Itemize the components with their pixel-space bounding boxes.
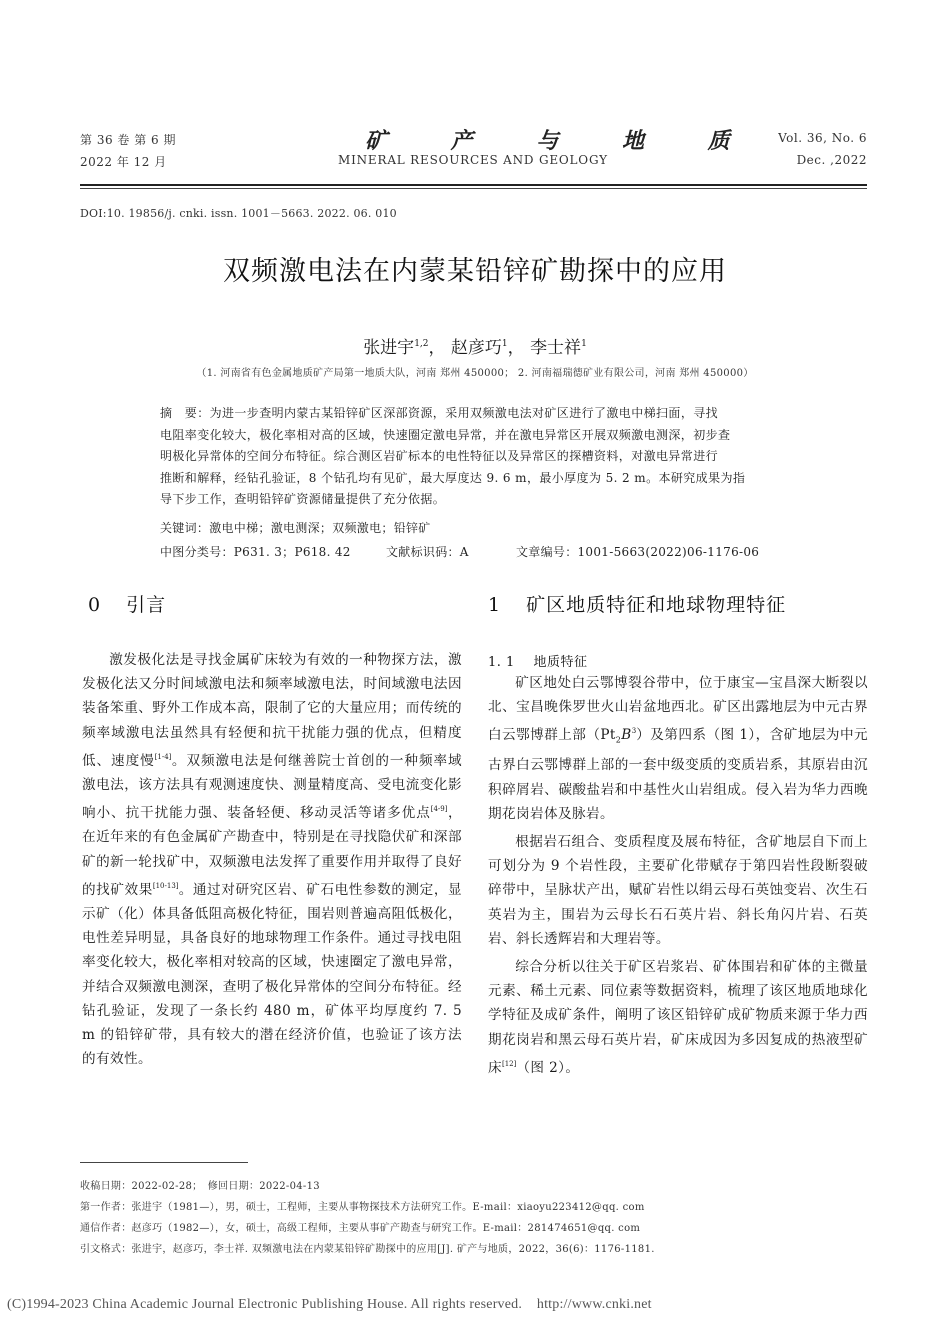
intro-column bbox=[82, 648, 462, 1071]
header-rule-thin bbox=[80, 188, 867, 189]
abstract-line: 导下步工作，查明铅锌矿资源储量提供了充分依据。 bbox=[160, 492, 446, 506]
issue-date-cn: 2022 年 12 月 bbox=[80, 155, 167, 169]
citation[interactable]: [4-9] bbox=[430, 805, 448, 814]
doi[interactable]: DOI:10. 19856/j. cnki. issn. 1001－5663. 2022. 06. 010 bbox=[80, 207, 397, 220]
author-affil-mark: 1 bbox=[501, 339, 508, 349]
subsection-title: 地质特征 bbox=[533, 655, 588, 670]
section-1-column bbox=[488, 671, 868, 1080]
abstract-line: 电阻率变化较大，极化率相对高的区域，快速圈定激电异常，并在激电异常区开展双频激电测深，初步查 bbox=[160, 427, 731, 442]
clc-number: 中图分类号：P631. 3；P618. 42 bbox=[160, 545, 351, 559]
footnote-first-author: 第一作者：张进宇（1981—），男，硕士，工程师，主要从事物探技术方法研究工作。E-mail：xiaoyu223412@qq. com bbox=[80, 1202, 645, 1213]
affiliation: （1. 河南省有色金属地质矿产局第一地质大队，河南 郑州 450000； 2. 河南福瑞德矿业有限公司，河南 郑州 450000） bbox=[196, 368, 754, 379]
abstract-line: 推断和解释，经钻孔验证，8 个钻孔均有见矿，最大厚度达 9. 6 m，最小厚度为 5. 2 m。本研究成果为指 bbox=[160, 470, 746, 485]
section-title: 引言 bbox=[126, 594, 167, 616]
abstract bbox=[160, 403, 800, 511]
footnotes bbox=[80, 1179, 880, 1258]
author-name: 赵彦巧 bbox=[450, 338, 502, 358]
section-title: 矿区地质特征和地球物理特征 bbox=[526, 594, 787, 616]
author-separator: ， bbox=[507, 338, 525, 358]
citation[interactable]: [1-4] bbox=[154, 752, 172, 761]
journal-title-en: MINERAL RESOURCES AND GEOLOGY bbox=[338, 153, 608, 167]
copyright-notice: (C)1994-2023 China Academic Journal Electronic Publishing House. All rights reserved. http://www.cnki.net bbox=[7, 1297, 652, 1312]
section-number: 1 bbox=[488, 594, 502, 616]
article-number: 文章编号：1001-5663(2022)06-1176-06 bbox=[516, 545, 760, 559]
footnote-rule bbox=[80, 1162, 248, 1163]
citation[interactable]: [12] bbox=[502, 1059, 517, 1068]
author-name: 张进宇 bbox=[363, 338, 415, 358]
footnote-citation-format: 引文格式：张进宇，赵彦巧，李士祥. 双频激电法在内蒙某铅锌矿勘探中的应用[J]. 矿产与地质，2022，36(6)：1176-1181. bbox=[80, 1244, 655, 1255]
issue-date-en: Dec. ,2022 bbox=[796, 153, 867, 167]
footnote-corresponding-author: 通信作者：赵彦巧（1982—），女，硕士，高级工程师，主要从事矿产勘查与研究工作。E-mail：281474651@qq. com bbox=[80, 1223, 641, 1234]
abstract-label: 摘 要： bbox=[160, 406, 210, 420]
citation[interactable]: [10-13] bbox=[152, 881, 179, 890]
section-1-heading bbox=[488, 590, 786, 617]
abstract-line: 明极化异常体的空间分布特征。综合测区岩矿标本的电性特征以及异常区的探槽资料，对激电异常进行 bbox=[160, 449, 719, 463]
volume-en: Vol. 36, No. 6 bbox=[778, 131, 867, 145]
section-0-heading bbox=[88, 590, 166, 617]
document-code: 文献标识码：A bbox=[386, 545, 469, 559]
author-affil-mark: 1,2 bbox=[414, 339, 429, 349]
author-affil-mark: 1 bbox=[581, 339, 587, 349]
body-paragraph: 综合分析以往关于矿区岩浆岩、矿体围岩和矿体的主微量元素、稀土元素、同位素等数据资料，梳理了该区地质地球化学特征及成矿条件，阐明了该区铅锌矿成矿物质来源于华力西期花岗岩和黑云母石英片岩，矿床成因为多因复成的热液型矿床[12]（图 2）。 bbox=[488, 958, 868, 1076]
header-rule-thick bbox=[80, 184, 867, 186]
keywords: 关键词：激电中梯；激电测深；双频激电；铅锌矿 bbox=[160, 521, 431, 535]
volume-issue: 第 36 卷 第 6 期 bbox=[80, 133, 176, 147]
abstract-line: 摘 要：为进一步查明内蒙古某铅锌矿区深部资源，采用双频激电法对矿区进行了激电中梯扫面，寻找 bbox=[160, 406, 719, 420]
subsection-1-1-heading bbox=[488, 651, 587, 670]
author-list bbox=[0, 333, 950, 358]
subsection-number: 1. 1 bbox=[488, 655, 515, 670]
paper-title: 双频激电法在内蒙某铅锌矿勘探中的应用 bbox=[223, 256, 727, 287]
author-separator: ， bbox=[428, 338, 446, 358]
intro-paragraph: 激发极化法是寻找金属矿床较为有效的一种物探方法，激发极化法又分时间域激电法和频率域激电法，时间域激电法因装备笨重、野外工作成本高，限制了它的大量应用；而传统的频率域激电法虽然具有轻便和抗干扰能力强的优点，但精度低、速度慢[1-4]。双频激电法是何继善院士首创的一种频率域激电法，该方法具有观测速度快、测量精度高、受电流变化影响小、抗干扰能力强、装备轻便、移动灵活等诸多优点[4-9]，在近年来的有色金属矿产勘查中，特别是在寻找隐伏矿和深部矿的新一轮找矿中，双频激电法发挥了重要作用并取得了良好的找矿效果[10-13]。通过对研究区岩、矿石电性参数的测定，显示矿（化）体具备低阻高极化特征，围岩则普遍高阻低极化，电性差异明显，具备良好的地球物理工作条件。通过寻找电阻率变化较大，极化率相对较高的区域，快速圈定了激电异常，并结合双频激电测深，查明了极化异常体的空间分布特征。经钻孔验证，发现了一条长约 480 m，矿体平均厚度约 7. 5 m 的铅锌矿带，具有较大的潜在经济价值，也验证了该方法的有效性。 bbox=[82, 652, 463, 1068]
section-number: 0 bbox=[88, 594, 102, 616]
body-paragraph: 矿区地处白云鄂博裂谷带中，位于康宝—宝昌深大断裂以北、宝昌晚侏罗世火山岩盆地西北。矿区出露地层为中元古界白云鄂博群上部$(Pt_2B^3)$及第四系（图 1），含矿地层为中元古界白云鄂博群上部的一套中级变质的变质岩系，其原岩由沉积碎屑岩、碳酸盐岩和中基性火山岩组成。侵入岩为华力西晚期花岗岩体及脉岩。 bbox=[488, 675, 868, 822]
body-paragraph: 根据岩石组合、变质程度及展布特征，含矿地层自下而上可划分为 9 个岩性段，主要矿化带赋存于第四岩性段断裂破碎带中，呈脉状产出，赋矿岩性以绢云母石英蚀变岩、次生石英岩为主，围岩为云母长石石英片岩、斜长角闪片岩、石英岩、斜长透辉岩和大理岩等。 bbox=[488, 833, 868, 947]
footnote-received: 收稿日期：2022-02-28； 修回日期：2022-04-13 bbox=[80, 1181, 320, 1192]
author-name: 李士祥 bbox=[530, 338, 582, 358]
journal-title-cn: 矿 产 与 地 质 bbox=[365, 128, 758, 154]
